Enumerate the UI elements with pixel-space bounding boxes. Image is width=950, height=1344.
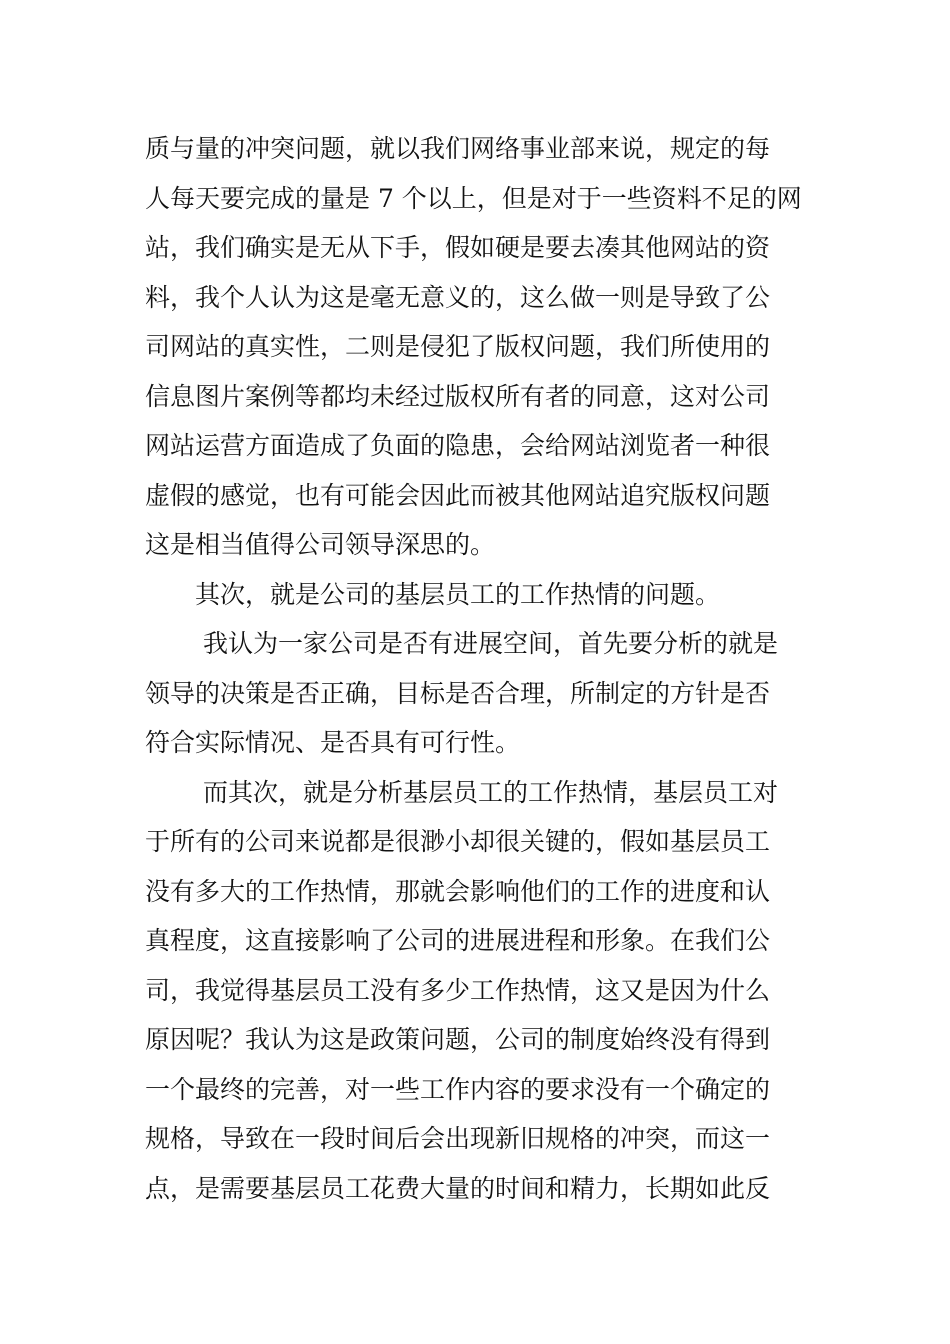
text-line: 料，我个人认为这是毫无意义的，这么做一则是导致了公 — [145, 282, 771, 312]
text-line: 一个最终的完善，对一些工作内容的要求没有一个确定的 — [145, 1074, 771, 1104]
paragraph — [145, 768, 825, 1214]
text-line: 规格，导致在一段时间后会出现新旧规格的冲突，而这一 — [145, 1124, 771, 1153]
text-line: 我认为一家公司是否有进展空间，首先要分析的就是 — [203, 629, 779, 658]
paragraph — [145, 124, 825, 570]
text-line: 虚假的感觉，也有可能会因此而被其他网站追究版权问题 — [145, 480, 771, 510]
text-line: 真程度，这直接影响了公司的进展进程和形象。在我们公 — [145, 926, 771, 955]
text-line: 领导的决策是否正确，目标是否合理，所制定的方针是否 — [145, 678, 771, 708]
body-text — [145, 124, 825, 1213]
text-line: 符合实际情况、是否具有可行性。 — [145, 728, 521, 757]
text-line: 质与量的冲突问题，就以我们网络事业部来说，规定的每 — [145, 134, 771, 163]
text-line: 没有多大的工作热情，那就会影响他们的工作的进度和认 — [145, 876, 771, 906]
text-line: 点，是需要基层员工花费大量的时间和精力，长期如此反 — [145, 1173, 771, 1203]
text-line: 信息图片案例等都均未经过版权所有者的同意，这对公司 — [145, 381, 771, 411]
text-line: 网站运营方面造成了负面的隐患，会给网站浏览者一种很 — [145, 431, 771, 460]
text-line: 站，我们确实是无从下手，假如硬是要去凑其他网站的资 — [145, 233, 771, 262]
paragraph — [145, 619, 825, 768]
text-line: 于所有的公司来说都是很渺小却很关键的，假如基层员工 — [145, 827, 771, 856]
paragraph — [145, 570, 825, 620]
text-line: 司网站的真实性，二则是侵犯了版权问题，我们所使用的 — [145, 332, 771, 361]
text-line: 人每天要完成的量是 7 个以上，但是对于一些资料不足的网 — [145, 183, 802, 213]
text-line: 司，我觉得基层员工没有多少工作热情，这又是因为什么 — [145, 975, 771, 1005]
text-line: 这是相当值得公司领导深思的。 — [145, 530, 496, 559]
text-line: 而其次，就是分析基层员工的工作热情，基层员工对 — [203, 777, 779, 807]
text-line: 原因呢？我认为这是政策问题，公司的制度始终没有得到 — [145, 1025, 771, 1054]
text-line: 其次，就是公司的基层员工的工作热情的问题。 — [195, 579, 721, 609]
